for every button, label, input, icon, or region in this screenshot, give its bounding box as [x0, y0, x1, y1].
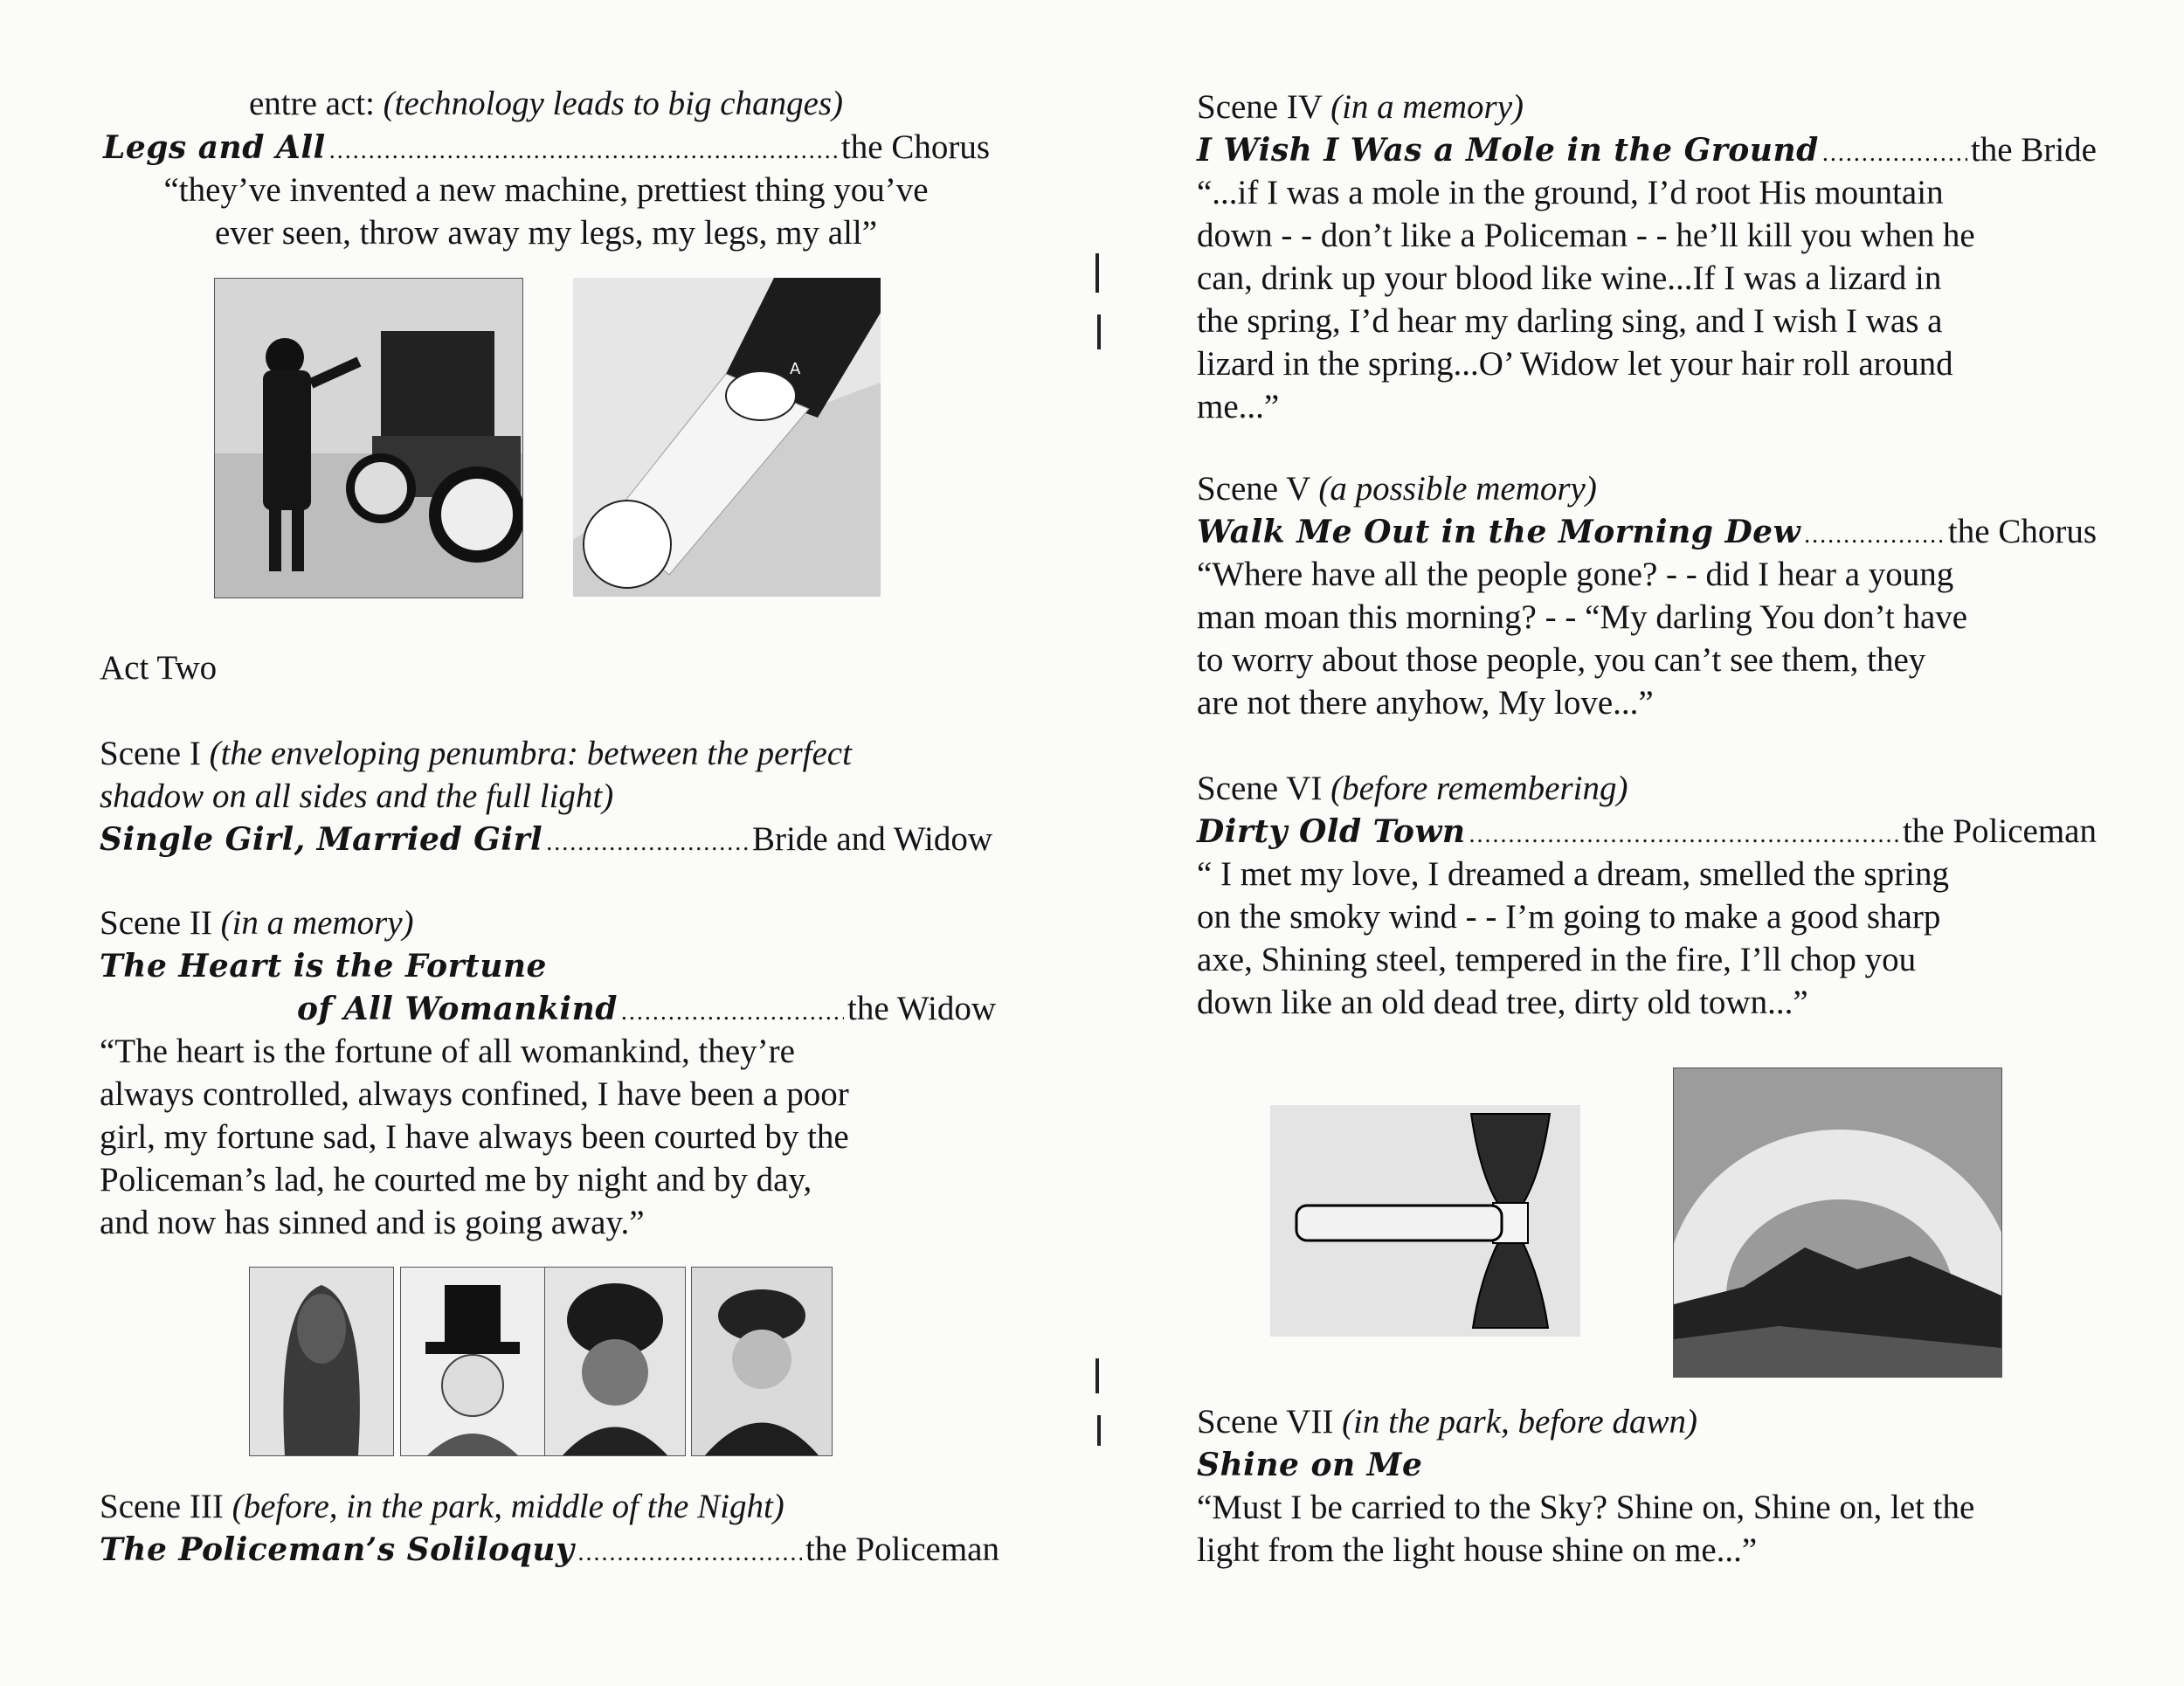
lyric-line: “The heart is the fortune of all womankind, they’re: [100, 1033, 795, 1070]
song-entry-dirty-old-town: [1197, 810, 2097, 856]
entre-act-heading: [0, 82, 1092, 125]
lyric-line: can, drink up your blood like wine...If I was a lizard in: [1197, 259, 1942, 297]
scene-label: Scene I: [100, 735, 201, 772]
lyric-line: man moan this morning? - - “My darling You don’t have: [1197, 598, 1968, 636]
searchlight-beam-diagram: [573, 278, 881, 597]
performer: Bride and Widow: [752, 820, 992, 858]
lyric-line: on the smoky wind - - I’m going to make a good sharp: [1197, 898, 1941, 936]
scene-iii-heading: [100, 1485, 1092, 1528]
song-title-line-1: [100, 944, 1092, 988]
performer: the Chorus: [840, 128, 990, 166]
leader-dots: [546, 821, 749, 864]
aurora-over-mountains-illustration: [1673, 1068, 2002, 1378]
lyric-line: are not there anyhow, My love...”: [1197, 684, 1654, 722]
lyric-line: “they’ve invented a new machine, prettiest thing you’ve: [163, 171, 929, 209]
performer: the Bride: [1970, 131, 2097, 169]
lyric-line: lizard in the spring...O’ Widow let your hair roll around: [1197, 345, 1953, 383]
scene-note-continued: shadow on all sides and the full light): [100, 777, 614, 815]
entre-act-note: (technology leads to big changes): [383, 85, 844, 122]
lyric-line: and now has sinned and is going away.”: [100, 1204, 645, 1241]
lyric-line: axe, Shining steel, tempered in the fire, I’ll chop you: [1197, 941, 1917, 978]
song-entry-mole-in-the-ground: [1197, 128, 2097, 175]
scene-ii-heading: [100, 902, 1092, 944]
leader-dots: [1822, 132, 1967, 175]
performer: the Policeman: [805, 1531, 999, 1568]
entre-act-label: entre act:: [248, 85, 375, 122]
song-entry-legs-and-all: [103, 126, 990, 172]
act-two-heading: Act Two: [100, 649, 218, 687]
song-title: I Wish I Was a Mole in the Ground: [1197, 132, 1819, 169]
scene-label: Scene IV: [1197, 88, 1323, 126]
song-entry-single-girl: [100, 818, 992, 864]
song-entry-policemans-soliloquy: [100, 1528, 999, 1574]
song-title: The Policeman’s Soliloquy: [100, 1531, 575, 1568]
lyric-line: girl, my fortune sad, I have always been courted by the: [100, 1118, 849, 1156]
scene-note: (in the park, before dawn): [1342, 1403, 1697, 1441]
song-entry-morning-dew: [1197, 510, 2097, 556]
scene-vii-heading: [1197, 1400, 2184, 1443]
performer: the Widow: [847, 990, 996, 1027]
woman-in-cap-photo: [691, 1267, 833, 1456]
lyric-line: always controlled, always confined, I have been a poor: [100, 1075, 849, 1113]
lyric-line: me...”: [1197, 388, 1280, 425]
song-entry-shine-on-me: [1197, 1443, 2184, 1487]
scene-vi-heading: [1197, 767, 2184, 810]
lyric-line: “ I met my love, I dreamed a dream, smelled the spring: [1197, 855, 1949, 893]
lyric-line: the spring, I’d hear my darling sing, and I wish I was a: [1197, 302, 1943, 340]
lyric-line: “Where have all the people gone? - - did I hear a young: [1197, 556, 1954, 593]
song-title: Single Girl, Married Girl: [100, 821, 543, 858]
scene-note: (in a memory): [220, 904, 414, 942]
leader-dots: [621, 991, 844, 1033]
policeman-and-motorcar-photo: [214, 278, 523, 598]
lyric-line: light from the light house shine on me...”: [1197, 1531, 1758, 1569]
axe-head-illustration: [1270, 1105, 1580, 1337]
song-title: Walk Me Out in the Morning Dew: [1197, 514, 1801, 550]
leader-dots: [577, 1531, 802, 1574]
lyric-line: ever seen, throw away my legs, my legs, my all”: [214, 214, 878, 252]
scene-note: (before remembering): [1330, 770, 1628, 807]
lyric-line: Policeman’s lad, he courted me by night and by day,: [100, 1161, 812, 1199]
scene-v-heading: [1197, 467, 2184, 510]
performer: the Policeman: [1902, 812, 2097, 850]
scene-i-heading: [100, 732, 1092, 775]
leader-dots: [1804, 514, 1945, 556]
song-entry-heart-is-fortune: [297, 987, 996, 1033]
lyric-line: to worry about those people, you can’t see them, they: [1197, 641, 1926, 679]
scene-label: Scene II: [100, 904, 212, 942]
scene-note: (the enveloping penumbra: between the perfect: [209, 735, 852, 772]
scene-iv-heading: [1197, 86, 2184, 128]
song-title: Dirty Old Town: [1197, 813, 1466, 850]
song-title: of All Womankind: [297, 991, 618, 1027]
beam-label: A: [790, 360, 801, 378]
woman-with-headdress-photo: [544, 1267, 686, 1456]
scene-label: Scene III: [100, 1488, 224, 1525]
song-title: Legs and All: [103, 129, 326, 166]
woman-in-tall-hat-photo: [400, 1267, 545, 1456]
scene-note: (before, in the park, middle of the Night): [232, 1488, 784, 1525]
lyric-line: down - - don’t like a Policeman - - he’ll kill you when he: [1197, 217, 1975, 254]
veiled-woman-photo: [249, 1267, 394, 1456]
right-page: [1092, 0, 2184, 1686]
leader-dots: [329, 129, 838, 172]
scene-note: (in a memory): [1330, 88, 1524, 126]
lyric-line: down like an old dead tree, dirty old town...”: [1197, 984, 1808, 1021]
song-title: The Heart is the Fortune: [100, 948, 547, 985]
scene-label: Scene VI: [1197, 770, 1323, 807]
lyric-line: “...if I was a mole in the ground, I’d root His mountain: [1197, 174, 1944, 211]
leader-dots: [1469, 813, 1899, 856]
scene-note: (a possible memory): [1318, 470, 1597, 508]
song-title: Shine on Me: [1197, 1447, 1423, 1483]
scene-label: Scene V: [1197, 470, 1310, 508]
scene-label: Scene VII: [1197, 1403, 1334, 1441]
lyric-line: “Must I be carried to the Sky? Shine on, Shine on, let the: [1197, 1489, 1975, 1526]
performer: the Chorus: [1947, 513, 2097, 550]
